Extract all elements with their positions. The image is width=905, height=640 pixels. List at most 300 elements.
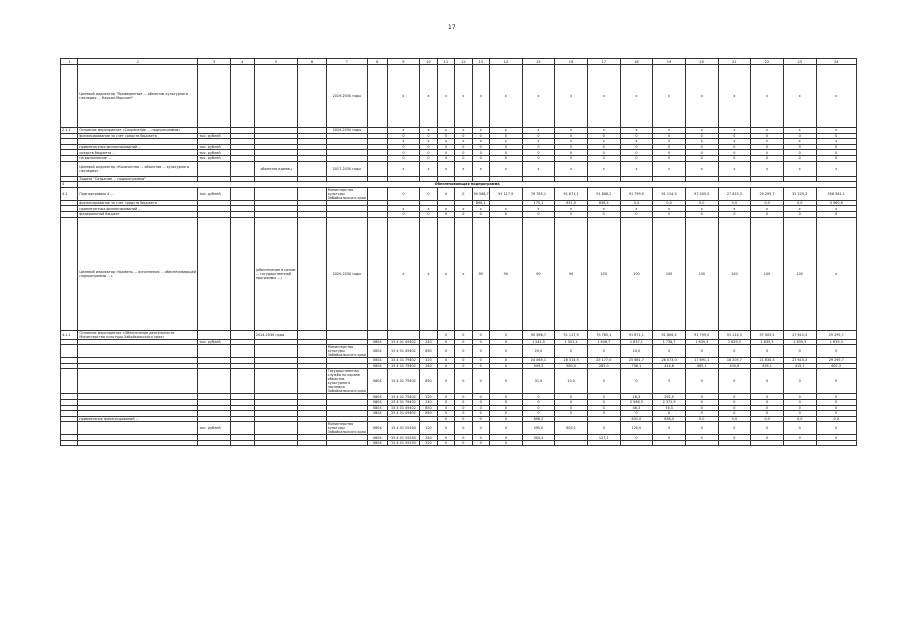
row-unit [198,161,231,176]
row-kvr: 240 [420,339,437,345]
main-value-10: 0 [685,399,718,405]
row5-value-8: 0 [555,155,588,161]
sub1-value-13: 0,0 [718,200,751,206]
main-value-4: 0 [489,363,522,369]
sub1-value-5: 896,1 [472,200,489,206]
row-org-name: Министерство культуры Забайкальского края [327,345,366,358]
indicator2-value-16: x [816,161,856,176]
row4-value-12: 0 [685,150,718,156]
main-value-10: 465,1 [685,363,718,369]
main-value-13: 27 615,3 [783,358,816,364]
task-label: Задача "Создание ... подпрограммы" [78,176,198,182]
row-kcsr-code: 15 4 01 79402 [387,394,420,400]
row5-value-4: 0 [455,155,472,161]
extra-value-2: 0 [455,422,472,435]
row4-value-3: 0 [437,150,454,156]
sub0-value-10: 91 799,0 [620,187,653,200]
main-value-2: 0 [455,369,472,394]
row3-value-7: 0 [522,144,555,150]
indicator2-value-1: x [387,161,420,176]
main-value-5: 0 [522,399,555,405]
main-value-12: 0 [751,411,784,417]
main-value-2: 0 [455,399,472,405]
main-value-12: 456,1 [751,363,784,369]
main-value-13: 27 615,3 [783,330,816,339]
extra-value-4: 0 [489,416,522,422]
extra-value-5: 898,2 [522,416,555,422]
row2-value-1: x [387,139,420,145]
row3-value-5: 0 [472,144,489,150]
main-value-4: 0 [489,358,522,364]
main-value-7: 0 [587,345,620,358]
row-kvr [368,65,388,128]
extra-value-3: 0 [472,440,489,446]
main-value-4: 0 [489,399,522,405]
main-value-6: 0 [555,345,588,358]
main-value-6: 0 [555,405,588,411]
extra-value-9: 638,4 [653,416,686,422]
main-value-6: 10,0 [555,369,588,394]
main-value-7: 0 [587,405,620,411]
row-unit: тыс. рублей [198,150,231,156]
row-name [78,369,198,394]
sub2-value-7: x [522,206,555,212]
row-name: Целевой индикатор "Приведенные ... объектов культурного наследия ... Нарьян-Марские" [78,65,198,128]
extra-value-10: 0 [685,422,718,435]
row2-value-2: x [420,139,437,145]
table-body [61,59,857,446]
row5-value-7: 0 [522,155,555,161]
sub2-value-15: x [783,206,816,212]
row-kbk: 0804 [368,345,388,358]
row-name: на выполнение ... [78,155,198,161]
row2-value-8: x [555,139,588,145]
sub2-value-2: x [420,206,437,212]
row-kcsr-code: 15 4 01 55250 [387,435,420,441]
column-number-1: 1 [61,59,78,65]
main-value-8: 0 [620,369,653,394]
row3-value-9: 0 [587,144,620,150]
indicator2-value-4: x [455,161,472,176]
main-value-14: 0 [816,394,856,400]
row-period: 2017-2030 годы [326,161,367,176]
row-kbk: 0804 [368,405,388,411]
main-value-9: 292,5 [653,394,686,400]
main-value-1: 0 [437,339,454,345]
row-kvr: 850 [420,405,437,411]
row1-value-5: 0 [472,133,489,139]
section-title: Обеспечивающая подпрограмма [78,182,857,188]
row-unit [198,369,231,394]
row0-value-15: x [783,128,816,134]
row-name: федеральный бюджет [78,211,198,217]
sub2-value-16: x [816,206,856,212]
row4-value-4: 0 [455,150,472,156]
row3-value-10: 0 [620,144,653,150]
row2-value-16: x [816,139,856,145]
row-kvr: 850 [420,345,437,358]
row1-value-6: 0 [489,133,522,139]
row-code [61,65,78,128]
indicator-value-4: x [455,65,472,128]
main-value-2: 0 [455,411,472,417]
main-value-12: 1 639,3 [751,339,784,345]
main-value-7: 0 [587,411,620,417]
indicator3-value-2: x [420,217,437,330]
sub0-value-13: 27 615,3 [718,187,751,200]
row-kvr: 120 [420,358,437,364]
row-kbk: 0804 [368,394,388,400]
extra-value-3: 0 [472,435,489,441]
row-kvr [420,330,437,339]
row-org-name: Министерство культуры Забайкальского края [327,422,366,435]
main-value-9: 5 [653,369,686,394]
main-value-9: 1 738,7 [653,339,686,345]
column-number-10: 10 [420,59,437,65]
row-code: 4.1.1 [61,330,78,339]
column-number-21: 21 [718,59,751,65]
extra-value-9: 0 [653,422,686,435]
column-number-18: 18 [620,59,653,65]
sub3-value-8: 0 [555,211,588,217]
row0-value-10: x [620,128,653,134]
main-value-10: 0 [685,394,718,400]
extra-value-1: 0 [437,440,454,446]
sub3-value-7: 0 [522,211,555,217]
row3-value-16: 0 [816,144,856,150]
main-value-1: 0 [437,399,454,405]
indicator-row [61,65,857,128]
sub3-value-3: 0 [437,211,454,217]
column-number-11: 11 [437,59,454,65]
extra-value-14: 0,0 [816,416,856,422]
page-number: 17 [448,24,456,31]
main-value-1: 0 [437,394,454,400]
sub3-value-14: 0 [751,211,784,217]
column-number-7: 7 [326,59,367,65]
main-value-6: 1 501,1 [555,339,588,345]
indicator2-value-2: x [420,161,437,176]
extra-value-7 [587,440,620,446]
row-code [61,422,78,435]
indicator3-value-16: x [816,217,856,330]
row-name: Основное мероприятие «Обеспечение деятельности Министерства культуры Забайкальского края» [78,330,198,339]
indicator2-value-6: x [489,161,522,176]
main-value-6: 26 314,5 [555,358,588,364]
main-value-9: 91 806,2 [653,330,686,339]
main-value-8: 46,3 [620,405,653,411]
extra-value-1: 0 [437,435,454,441]
row-unit: тыс. рублей [198,133,231,139]
indicator-value-15: x [783,65,816,128]
row-kbk: 0804 [368,339,388,345]
indicator2-value-11: x [653,161,686,176]
table-row [61,369,857,394]
extra-value-5 [522,440,555,446]
row1-value-2: 0 [420,133,437,139]
main-value-9: 414,6 [653,363,686,369]
indicator-value-3: x [437,65,454,128]
row-name: средств бюджета ... [78,150,198,156]
extra-value-12: 0,0 [751,416,784,422]
main-value-12: 97 505,5 [751,330,784,339]
row-kvr [368,217,388,330]
main-value-5: 24 065,1 [522,358,555,364]
row0-value-6: x [489,128,522,134]
main-value-9: 76,3 [653,405,686,411]
sub0-value-9: 91 806,2 [587,187,620,200]
sub0-value-16: 558 361,1 [816,187,856,200]
indicator-value-9: x [587,65,620,128]
row5-value-1: 0 [387,155,420,161]
row1-value-16: 0 [816,133,856,139]
row2-value-6: x [489,139,522,145]
main-value-2: 0 [455,330,472,339]
extra-value-1: 0 [437,416,454,422]
sub3-value-11: 0 [653,211,686,217]
indicator-value-6: x [489,65,522,128]
main-value-13: 0 [783,411,816,417]
main-value-7: 285,0 [587,363,620,369]
sub3-value-6: 0 [489,211,522,217]
row3-value-4: 0 [455,144,472,150]
main-value-11: 0 [718,399,751,405]
sub3-value-5: 0 [472,211,489,217]
main-value-14: 29 295,7 [816,330,856,339]
row-kcsr-code: 15 4 01 49402 [387,405,420,411]
row-unit [198,345,231,358]
extra-value-9: 0 [653,435,686,441]
indicator3-value-8: 90 [555,217,588,330]
indicator-value-7: x [522,65,555,128]
row1-value-15: 0 [783,133,816,139]
main-value-8: 16,3 [620,394,653,400]
row-code [61,440,78,446]
main-value-3: 0 [472,399,489,405]
row-org [230,422,254,435]
main-value-10: 0 [685,369,718,394]
row1-value-9: 0 [587,133,620,139]
sub3-value-16: 0 [816,211,856,217]
extra-value-2: 0 [455,440,472,446]
sub0-value-7: 79 785,1 [522,187,555,200]
sub1-value-12: 0,0 [685,200,718,206]
main-value-4: 0 [489,345,522,358]
row5-value-16: 0 [816,155,856,161]
main-value-10: 1 639,3 [685,339,718,345]
indicator3-value-3: x [437,217,454,330]
row-name: Целевой индикатор «Уровень ... исполнения ... обеспечивающей подпрограммы ...» [78,217,198,330]
main-value-11: 0 [718,394,751,400]
indicator3-value-11: 100 [653,217,686,330]
indicator3-value-6: 90 [489,217,522,330]
row-name: Основное мероприятие «Сохранение ... подпрограммы» [78,128,198,134]
extra-value-5: 595,0 [522,422,555,435]
row-code: 4.1 [61,187,78,200]
indicator2-value-8: x [555,161,588,176]
main-value-11: 0 [718,345,751,358]
sub3-value-4: 0 [455,211,472,217]
extra-value-2: 0 [455,435,472,441]
extra-value-8: 0 [620,435,653,441]
main-value-12: 0 [751,405,784,411]
table-row [61,345,857,358]
main-value-3: 0 [472,330,489,339]
extra-value-11 [718,440,751,446]
row4-value-5: 0 [472,150,489,156]
column-number-8: 8 [368,59,388,65]
row2-value-7: x [522,139,555,145]
row3-value-3: 0 [437,144,454,150]
row3-value-6: 0 [489,144,522,150]
table-row [61,330,857,339]
main-value-6: 0 [555,411,588,417]
row0-value-9: x [587,128,620,134]
extra-value-6: 605,1 [555,422,588,435]
row-name [78,345,198,358]
column-number-4: 4 [230,59,254,65]
main-value-13: 0 [783,369,816,394]
row5-value-11: 0 [653,155,686,161]
sub3-value-13: 0 [718,211,751,217]
sub3-value-2: 0 [420,211,437,217]
indicator3-value-5: 90 [472,217,489,330]
row-kvr [368,187,388,200]
row-org [230,217,254,330]
extra-value-6 [555,440,588,446]
main-value-8: 0 [620,411,653,417]
row-name: финансирование за счет средств бюджета [78,133,198,139]
indicator-row [61,217,857,330]
main-value-9: 26 073,0 [653,358,686,364]
main-value-10: 0 [685,345,718,358]
row4-value-9: 0 [587,150,620,156]
main-value-3: 0 [472,411,489,417]
main-value-5: 20,0 [522,345,555,358]
row5-value-9: 0 [587,155,620,161]
row-name: финансирование за счет средств бюджета [78,200,198,206]
row2-value-11: x [653,139,686,145]
extra-value-8: 631,0 [620,416,653,422]
row-kbk [368,330,388,339]
main-value-12: 0 [751,369,784,394]
row-org-name [326,440,367,446]
main-value-3: 0 [472,345,489,358]
main-value-6: 0 [555,394,588,400]
indicator-value-12: x [685,65,718,128]
extra-value-7: 127,1 [587,435,620,441]
main-value-5: 0 [522,411,555,417]
indicator-value-1: x [387,65,420,128]
main-value-8: 25 681,7 [620,358,653,364]
row-period [254,345,298,358]
row-kcsr [298,345,326,358]
row-unit [198,440,231,446]
row-name: Подпрограмма 4 ... [78,187,198,200]
row-org-name: Государственная служба по охране объектов культурного наследия Забайкальского края [327,369,366,394]
main-value-7: 0 [587,399,620,405]
row-unit: тыс. рублей [198,422,231,435]
sub2-value-13: x [718,206,751,212]
row2-value-4: x [455,139,472,145]
row-kvr: 240 [420,399,437,405]
extra-value-13: 0 [783,422,816,435]
indicator-row [61,161,857,176]
main-value-2: 0 [455,405,472,411]
main-value-14: 601,2 [816,363,856,369]
row2-value-5: x [472,139,489,145]
row-unit [198,65,231,128]
row-name [78,440,198,446]
row3-value-8: 0 [555,144,588,150]
row2-value-9: x [587,139,620,145]
row-kcsr [298,65,326,128]
row1-value-10: 0 [620,133,653,139]
indicator3-value-13: 100 [718,217,751,330]
main-value-8: 756,1 [620,363,653,369]
indicator-value-8: x [555,65,588,128]
main-value-3: 0 [472,394,489,400]
sub3-value-12: 0 [685,211,718,217]
sub1-value-9: 838,4 [587,200,620,206]
extra-value-14: 0 [816,422,856,435]
main-value-4: 0 [489,339,522,345]
column-number-12: 12 [455,59,472,65]
sub2-value-10: x [620,206,653,212]
main-value-10: 0 [685,411,718,417]
row-kbk: 0804 [368,411,388,417]
row-unit: тыс. рублей [198,187,231,200]
row0-value-13: x [718,128,751,134]
row4-value-13: 0 [718,150,751,156]
main-value-13: 0 [783,345,816,358]
row-kvr: 850 [420,411,437,417]
row-kbk: (обеспечение в целом ... государственной программы ...) [254,217,298,330]
row1-value-4: 0 [455,133,472,139]
row-kcsr [298,422,326,435]
sub3-value-1: 0 [387,211,420,217]
main-value-1: 0 [437,405,454,411]
row0-value-4: x [455,128,472,134]
row3-value-1: 0 [387,144,420,150]
row-period: 2020-2030 годы [326,217,367,330]
indicator3-value-14: 100 [751,217,784,330]
sub0-value-15: 32 225,3 [783,187,816,200]
row-period [254,422,298,435]
row4-value-7: 0 [522,150,555,156]
sub0-value-3: 0 [437,187,454,200]
column-number-17: 17 [587,59,620,65]
indicator-value-13: x [718,65,751,128]
main-value-1: 0 [437,369,454,394]
row1-value-11: 0 [653,133,686,139]
main-value-10: 0 [685,405,718,411]
row-kbk: 0804 [368,422,388,435]
column-number-16: 16 [555,59,588,65]
sub2-value-5: x [472,206,489,212]
extra-value-8: 120,0 [620,422,653,435]
indicator3-value-4: x [455,217,472,330]
row-kbk [254,187,298,200]
row5-value-5: 0 [472,155,489,161]
main-value-4: 0 [489,411,522,417]
row-kcsr [298,369,326,394]
row1-value-1: 0 [387,133,420,139]
row5-value-10: 0 [620,155,653,161]
extra-value-10: 0 [685,435,718,441]
main-value-8: 1 637,1 [620,339,653,345]
main-value-4: 0 [489,330,522,339]
